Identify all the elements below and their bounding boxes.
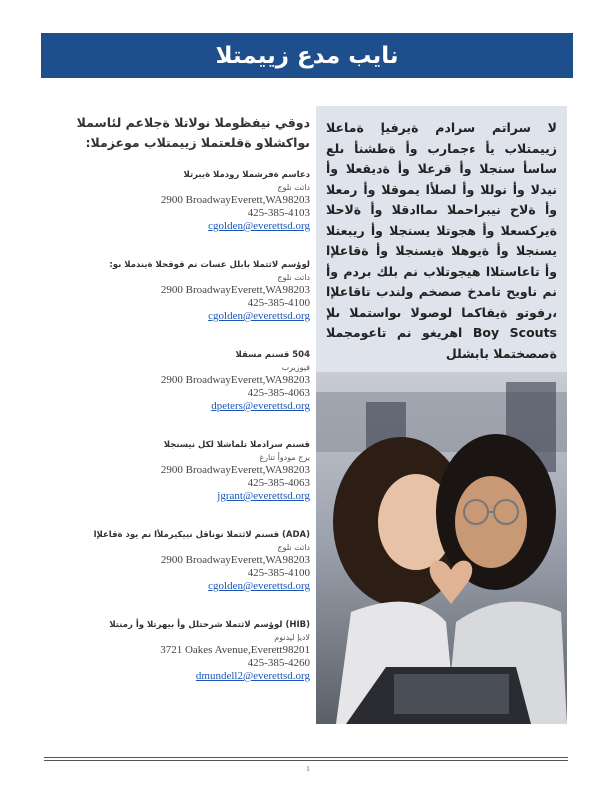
contact-phone: 425-385-4063 [247,387,310,399]
contacts-column [40,113,310,709]
contact-address: 2900 BroadwayEverett,WA98203 [160,374,310,386]
students-photo [316,372,567,724]
nondiscrimination-panel [316,106,567,378]
contact-block [40,529,310,593]
contact-phone: 425-385-4100 [247,567,310,579]
contact-role: دعاسم ةفرشملا رودملا ةيبرتلا [183,170,310,180]
contact-email-link[interactable]: cgolden@everettsd.org [208,580,310,592]
contact-address: 2900 BroadwayEverett,WA98203 [160,464,310,476]
contact-block [40,349,310,413]
contact-email-link[interactable]: dmundell2@everettsd.org [195,670,310,682]
contact-address: 3721 Oakes Avenue,Everett98201 [160,644,310,656]
intro-text: دوقي نيفظوملا نولاتلا ةجلاعم لئاسملا ىواكشلاو ةقلعتملا زييمتلاب موعزملا: [76,115,310,150]
contact-role: (ADA) قسنم لاثتملا نوناقل نييكيرملأا نم يوذ ةقاعلإا [93,530,310,540]
contact-name: لاديإ ليدنوم [274,633,310,642]
contact-role: قسنم سرادملا تلماشلا لكل نيسنجلا [163,440,310,450]
contact-phone: 425-385-4063 [247,477,310,489]
contact-phone: 425-385-4103 [247,207,310,219]
contact-name: داتت نلوج [277,543,310,552]
footer-rule [44,760,568,761]
contact-name: يرج مودوأ تنارغ [259,453,310,462]
contact-name: فيوزيرب [281,363,310,372]
contact-address: 2900 BroadwayEverett,WA98203 [160,554,310,566]
contact-name: داتت نلوج [277,273,310,282]
contact-block [40,259,310,323]
page-title: نايب مدع زييمتلا [215,42,399,69]
contact-block [40,619,310,683]
contact-phone: 425-385-4100 [247,297,310,309]
contact-block [40,169,310,233]
nondiscrimination-statement: لا سراتم سرادم ةيرفيإ ةماعلا زييمتلاب يأ ءجمارب وأ ةطشنأ ىلع ساسأ سنجلا وأ قرعلا وأ ةديقعلا وأ نيدلا وأ نوللا وأ لصلأا يموقلا وأ رمعلا وأ ةلاح نيبراحملا ىماادقلا وأ ةلاحلا ةيركسعلا وأ هجوتلا يسنجلا وأ ريبعتلا يسنجلا وأ ةيوهلا ةيسنجلا وأ ةقاعلإا وأ تاعاستلاا هيجوتلاب نم بلك بردم وأ نم ناويح تامدخ صصخم ولندب تاقاعلإا ،رفوتو ةيفاكما لوصولا ىواستملا ىلإ Boy Scouts اهريغو نم تاعومجملا ةصصختملا بابشلل [326,120,557,361]
contact-address: 2900 BroadwayEverett,WA98203 [160,194,310,206]
contact-email-link[interactable]: cgolden@everettsd.org [208,310,310,322]
page-number: 1 [306,765,310,773]
contact-role: (HIB) لوؤسم لاثتملا شرحتلل وأ بيهرتلا وأ رمنتلا [109,620,310,630]
contact-role: 504 قسنم مسقلا [235,350,310,360]
contact-address: 2900 BroadwayEverett,WA98203 [160,284,310,296]
footer-rule [44,757,568,758]
contact-block [40,439,310,503]
contact-phone: 425-385-4260 [247,657,310,669]
contact-email-link[interactable]: jgrant@everettsd.org [217,490,310,502]
contact-email-link[interactable]: cgolden@everettsd.org [208,220,310,232]
contact-name: داتت نلوج [277,183,310,192]
title-bar [41,33,573,78]
contact-role: لوؤسم لاثتملا بابلل عسات نم قوقحلا ةيندملا ىو: [109,260,310,270]
contact-email-link[interactable]: dpeters@everettsd.org [211,400,310,412]
